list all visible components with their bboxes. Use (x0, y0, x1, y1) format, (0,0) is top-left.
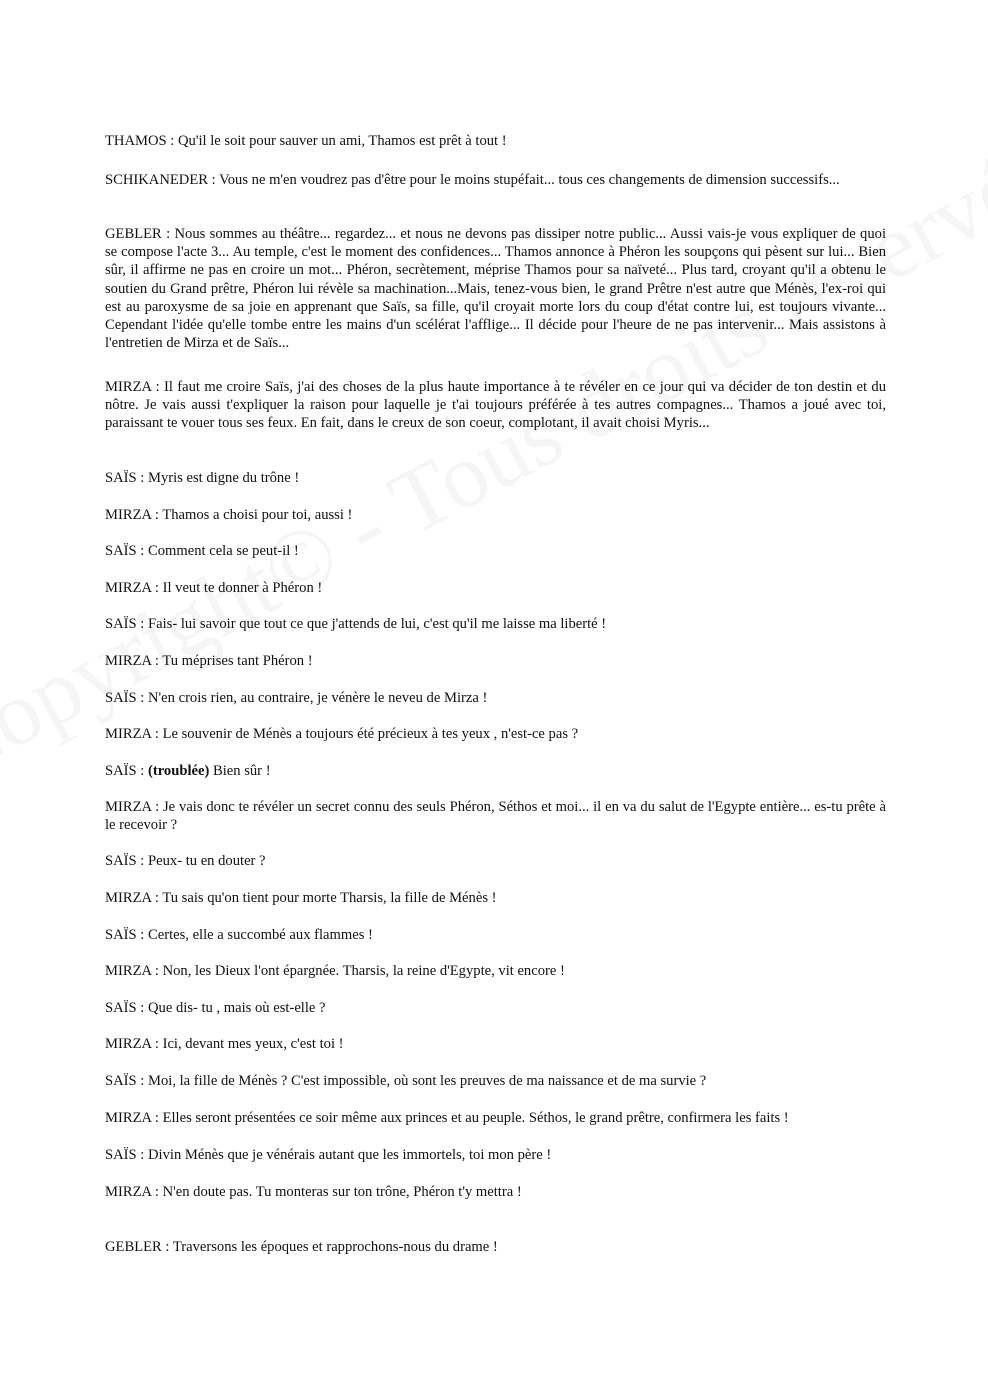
dialogue-text: Qu'il le soit pour sauver un ami, Thamos est prêt à tout ! (177, 133, 507, 149)
speaker-name: MIRZA (105, 507, 152, 523)
dialogue-line: SAÏS : Que dis- tu , mais où est-elle ? (105, 1000, 326, 1016)
dialogue-line: MIRZA : Non, les Dieux l'ont épargnée. Tharsis, la reine d'Egypte, vit encore ! (105, 963, 565, 979)
dialogue-text: Tu sais qu'on tient pour morte Tharsis, la fille de Ménès ! (162, 890, 497, 906)
speaker-name: SAÏS (105, 543, 137, 559)
speaker-name: SAÏS (105, 927, 137, 943)
dialogue-text: Certes, elle a succombé aux flammes ! (148, 927, 373, 943)
dialogue-text: Peux- tu en douter ? (148, 853, 266, 869)
speaker-name: SAÏS (105, 853, 137, 869)
dialogue-text: Ici, devant mes yeux, c'est toi ! (162, 1036, 344, 1052)
dialogue-line: MIRZA : Le souvenir de Ménès a toujours été précieux à tes yeux , n'est-ce pas ? (105, 726, 579, 742)
speaker-name: GEBLER (105, 226, 162, 242)
dialogue-line: SAÏS : Moi, la fille de Ménès ? C'est impossible, où sont les preuves de ma naissance et de ma survie ? (105, 1073, 707, 1089)
dialogue-text: Tu méprises tant Phéron ! (162, 653, 313, 669)
speaker-name: SCHIKANEDER (105, 172, 208, 188)
speaker-name: MIRZA (105, 653, 152, 669)
dialogue-line: SCHIKANEDER : Vous ne m'en voudrez pas d'être pour le moins stupéfait... tous ces changements de dimension successifs... (105, 172, 840, 188)
speaker-name: SAÏS (105, 616, 137, 632)
speaker-name: GEBLER (105, 1239, 162, 1255)
speaker-name: MIRZA (105, 1110, 152, 1126)
dialogue-text: Il faut me croire Saïs, j'ai des choses de la plus haute importance à te révéler en ce jour qui va décider de ton destin et du nôtre. Je vais aussi t'expliquer la raison pour laquelle je t'ai toujours préférée à tes autres compagnes... Thamos a joué avec toi, paraissant te vouer tous ses feux. En fait, dans le creux de son coeur, complotant, il avait choisi Myris... (105, 379, 886, 432)
stage-direction: (troublée) (148, 763, 210, 779)
dialogue-text: Thamos a choisi pour toi, aussi ! (162, 507, 353, 523)
dialogue-text: Bien sûr ! (213, 763, 271, 779)
speaker-name: MIRZA (105, 379, 152, 395)
dialogue-line: MIRZA : Tu sais qu'on tient pour morte Tharsis, la fille de Ménès ! (105, 890, 497, 906)
dialogue-line: SAÏS : Peux- tu en douter ? (105, 853, 266, 869)
dialogue-line: MIRZA : Je vais donc te révéler un secret connu des seuls Phéron, Séthos et moi... il en va du salut de l'Egypte entière... es-tu prête à le recevoir ? (105, 799, 886, 834)
dialogue-line: MIRZA : Elles seront présentées ce soir même aux princes et au peuple. Séthos, le grand prêtre, confirmera les faits ! (105, 1110, 789, 1126)
dialogue-line: MIRZA : Ici, devant mes yeux, c'est toi ! (105, 1036, 344, 1052)
dialogue-text: Je vais donc te révéler un secret connu des seuls Phéron, Séthos et moi... il en va du salut de l'Egypte entière... es-tu prête à le recevoir ? (105, 799, 886, 834)
dialogue-line: MIRZA : N'en doute pas. Tu monteras sur ton trône, Phéron t'y mettra ! (105, 1184, 522, 1200)
dialogue-text: Le souvenir de Ménès a toujours été précieux à tes yeux , n'est-ce pas ? (162, 726, 579, 742)
speaker-name: SAÏS (105, 1147, 137, 1163)
dialogue-line: MIRZA : Tu méprises tant Phéron ! (105, 653, 313, 669)
speaker-name: MIRZA (105, 726, 152, 742)
speaker-name: SAÏS (105, 690, 137, 706)
speaker-name: MIRZA (105, 799, 152, 815)
speaker-name: MIRZA (105, 1184, 152, 1200)
speaker-name: SAÏS (105, 470, 137, 486)
dialogue-text: Nous sommes au théâtre... regardez... et nous ne devons pas dissiper notre public... Aussi vais-je vous expliquer de quoi se compose l'acte 3... Au temple, c'est le moment des confidences... Thamos annonce à Phéron les soupçons qui pèsent sur lui... Bien sûr, il affirme ne pas en croire un mot... Phéron, secrètement, méprise Thamos pour sa naïveté... Plus tard, croyant qu'il a obtenu le soutien du Grand prêtre, Phéron lui révèle sa machination...Mais, tenez-vous bien, le grand Prêtre n'est autre que Ménès, l'ex-roi qui est au paroxysme de sa joie en apprenant que Saïs, sa fille, qu'il croyait morte lors du coup d'état contre lui, est toujours vivante... Cependant l'idée qu'elle tombe entre les mains d'un scélérat l'afflige... Il décide pour l'heure de ne pas intervenir... Mais assistons à l'entretien de Mirza et de Saïs... (105, 226, 886, 352)
dialogue-text: Vous ne m'en voudrez pas d'être pour le moins stupéfait... tous ces changements de dimension successifs... (219, 172, 840, 188)
speaker-name: SAÏS (105, 763, 137, 779)
dialogue-line: SAÏS : Fais- lui savoir que tout ce que j'attends de lui, c'est qu'il me laisse ma liberté ! (105, 616, 607, 632)
dialogue-text: N'en doute pas. Tu monteras sur ton trône, Phéron t'y mettra ! (162, 1184, 522, 1200)
dialogue-line: GEBLER : Traversons les époques et rapprochons-nous du drame ! (105, 1239, 498, 1255)
dialogue-line: SAÏS : Divin Ménès que je vénérais autant que les immortels, toi mon père ! (105, 1147, 552, 1163)
speaker-name: SAÏS (105, 1000, 137, 1016)
dialogue-text: Non, les Dieux l'ont épargnée. Tharsis, la reine d'Egypte, vit encore ! (162, 963, 565, 979)
dialogue-line: MIRZA : Thamos a choisi pour toi, aussi ! (105, 507, 353, 523)
speaker-name: MIRZA (105, 963, 152, 979)
dialogue-line: SAÏS : Comment cela se peut-il ! (105, 543, 299, 559)
dialogue-line: GEBLER : Nous sommes au théâtre... regardez... et nous ne devons pas dissiper notre public... Aussi vais-je vous expliquer de quoi se compose l'acte 3... Au temple, c'est le moment des confidences... Thamos annonce à Phéron les soupçons qui pèsent sur lui... Bien sûr, il affirme ne pas en croire un mot... Phéron, secrètement, méprise Thamos pour sa naïveté... Plus tard, croyant qu'il a obtenu le soutien du Grand prêtre, Phéron lui révèle sa machination...Mais, tenez-vous bien, le grand Prêtre n'est autre que Ménès, l'ex-roi qui est au paroxysme de sa joie en apprenant que Saïs, sa fille, qu'il croyait morte lors du coup d'état contre lui, est toujours vivante... Cependant l'idée qu'elle tombe entre les mains d'un scélérat l'afflige... Il décide pour l'heure de ne pas intervenir... Mais assistons à l'entretien de Mirza et de Saïs... (105, 226, 886, 352)
dialogue-text: Il veut te donner à Phéron ! (162, 580, 323, 596)
speaker-name: MIRZA (105, 890, 152, 906)
dialogue-line: THAMOS : Qu'il le soit pour sauver un ami, Thamos est prêt à tout ! (105, 133, 507, 149)
dialogue-line: SAÏS : (troublée) Bien sûr ! (105, 763, 271, 779)
speaker-name: MIRZA (105, 1036, 152, 1052)
dialogue-line: SAÏS : Myris est digne du trône ! (105, 470, 300, 486)
speaker-name: MIRZA (105, 580, 152, 596)
dialogue-text: N'en crois rien, au contraire, je vénère le neveu de Mirza ! (148, 690, 488, 706)
speaker-name: SAÏS (105, 1073, 137, 1089)
dialogue-line: SAÏS : N'en crois rien, au contraire, je vénère le neveu de Mirza ! (105, 690, 488, 706)
dialogue-text: Elles seront présentées ce soir même aux princes et au peuple. Séthos, le grand prêtre, confirmera les faits ! (162, 1110, 789, 1126)
speaker-name: THAMOS (105, 133, 167, 149)
dialogue-text: Que dis- tu , mais où est-elle ? (148, 1000, 326, 1016)
dialogue-text: Myris est digne du trône ! (148, 470, 300, 486)
dialogue-text: Comment cela se peut-il ! (148, 543, 299, 559)
dialogue-line: SAÏS : Certes, elle a succombé aux flammes ! (105, 927, 373, 943)
dialogue-text: Divin Ménès que je vénérais autant que les immortels, toi mon père ! (148, 1147, 552, 1163)
dialogue-line: MIRZA : Il veut te donner à Phéron ! (105, 580, 323, 596)
dialogue-text: Fais- lui savoir que tout ce que j'attends de lui, c'est qu'il me laisse ma liberté ! (148, 616, 607, 632)
dialogue-line: MIRZA : Il faut me croire Saïs, j'ai des choses de la plus haute importance à te révéler en ce jour qui va décider de ton destin et du nôtre. Je vais aussi t'expliquer la raison pour laquelle je t'ai toujours préférée à tes autres compagnes... Thamos a joué avec toi, paraissant te vouer tous ses feux. En fait, dans le creux de son coeur, complotant, il avait choisi Myris... (105, 379, 886, 432)
dialogue-text: Moi, la fille de Ménès ? C'est impossible, où sont les preuves de ma naissance et de ma survie ? (148, 1073, 707, 1089)
dialogue-text: Traversons les époques et rapprochons-nous du drame ! (172, 1239, 498, 1255)
